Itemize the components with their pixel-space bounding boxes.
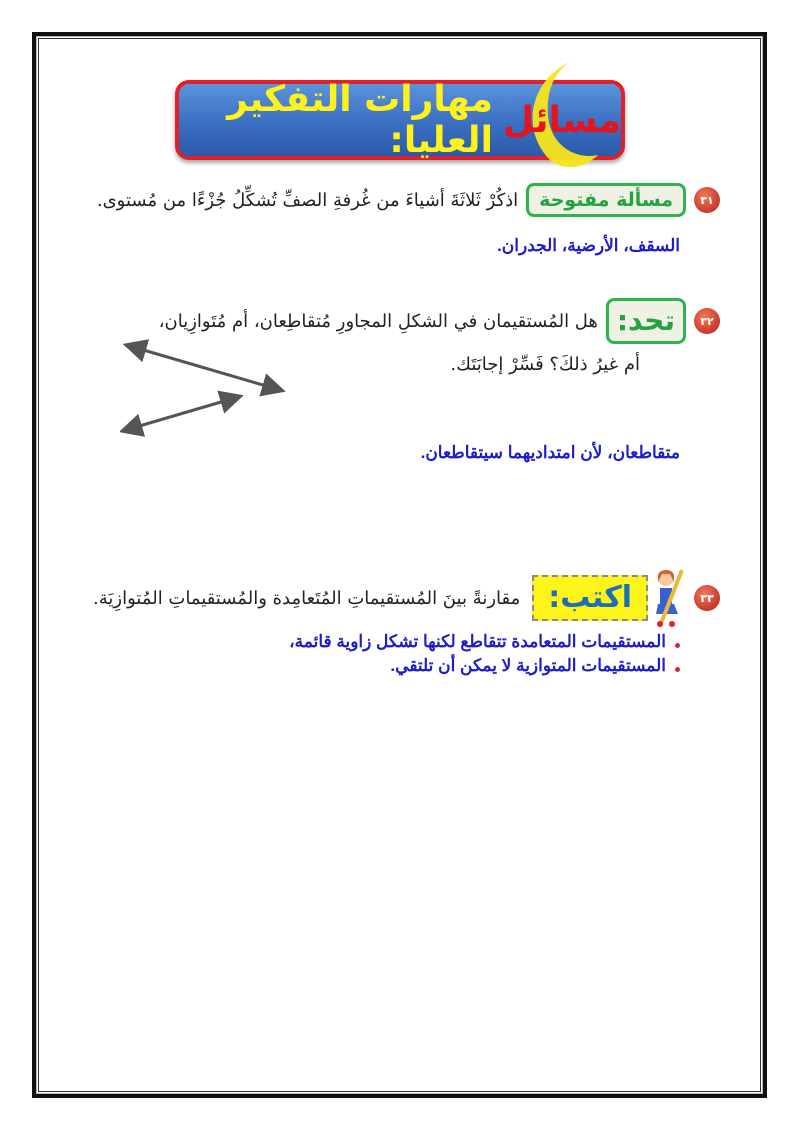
question-number-badge: ٣٣ [694, 585, 720, 611]
question-text: اذكُرْ ثَلاثَةَ أشياءَ من غُرفةِ الصفِّ تُشكِّلُ جُزْءًا من مُستوى. [96, 189, 519, 211]
line-1 [140, 349, 280, 390]
answer-32: متقاطعان، لأن امتداديهما سيتقاطعان. [420, 443, 680, 462]
answer-31: السقف، الأرضية، الجدران. [497, 236, 680, 255]
lines-figure [120, 335, 300, 440]
open-problem-tag: مسألة مفتوحة [526, 183, 686, 217]
write-tag: اكتب: [532, 575, 648, 621]
question-number-badge: ٣١ [694, 187, 720, 213]
question-33 [93, 568, 720, 628]
question-text: مقارنةً بينَ المُستقيماتِ المُتَعامِدة والمُستقيماتِ المُتوازِيَة. [93, 587, 521, 609]
line-2 [136, 397, 238, 427]
question-31 [97, 183, 720, 217]
title-yellow-text: مهارات التفكير العليا: [227, 79, 493, 161]
question-number-badge: ٣٢ [694, 308, 720, 334]
title-red-text: مسائل [502, 99, 621, 141]
answer-33-item: المستقيمات المتوازية لا يمكن أن تلتقي. [289, 654, 680, 678]
answer-33-item: المستقيمات المتعامدة تتقاطع لكنها تشكل زاوية قائمة، [289, 630, 680, 654]
answer-33-list [289, 630, 680, 678]
question-text-line1: هل المُستقيمان في الشكلِ المجاورِ مُتقاطِعان، أم مُتَوازِيان، [158, 310, 598, 332]
girl-with-pencil-icon [652, 568, 686, 628]
challenge-tag: تحد: [606, 298, 686, 344]
question-text-line2: أم غيرُ ذلكَ؟ فَسِّرْ إجابَتَك. [450, 354, 640, 375]
